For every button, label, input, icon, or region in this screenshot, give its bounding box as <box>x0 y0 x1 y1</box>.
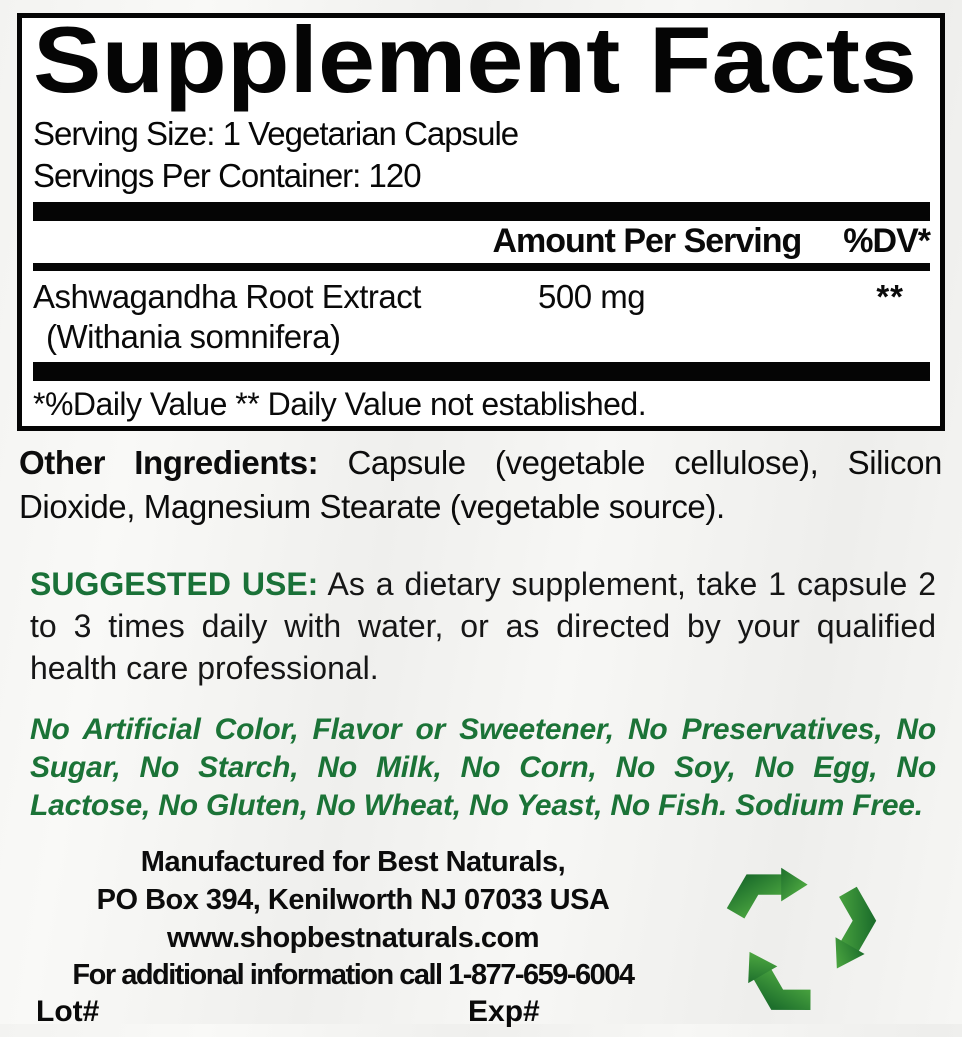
footer <box>0 843 962 1033</box>
exp-label: Exp# <box>468 995 540 1028</box>
amount-per-serving-header: Amount Per Serving <box>492 222 802 260</box>
serving-size-line: Serving Size: 1 Vegetarian Capsule <box>33 115 519 152</box>
nutrient-botanical-name: (Withania somnifera) <box>46 318 341 355</box>
dv-header: %DV* <box>843 222 930 260</box>
nutrient-amount: 500 mg <box>538 278 646 315</box>
table-header-row <box>33 221 930 263</box>
suggested-use <box>30 563 936 689</box>
nutrient-row <box>33 271 930 315</box>
nutrient-name: Ashwagandha Root Extract <box>33 278 421 315</box>
manufacturer-block <box>8 843 698 993</box>
supplement-facts-title-text: Supplement Facts <box>33 21 917 112</box>
lot-label: Lot# <box>36 995 100 1028</box>
manufacturer-line: Manufactured for Best Naturals, <box>140 846 566 878</box>
website-line: www.shopbestnaturals.com <box>166 922 540 954</box>
servings-per-container-line: Servings Per Container: 120 <box>33 157 421 194</box>
phone-line: For additional information call 1-877-659-6004 <box>72 959 634 991</box>
other-ingredients-label: Other Ingredients: <box>19 444 319 481</box>
divider-thick-bottom <box>33 362 930 381</box>
address-line: PO Box 394, Kenilworth NJ 07033 USA <box>96 884 610 916</box>
nutrient-dv: ** <box>876 278 904 315</box>
supplement-label <box>0 13 962 1037</box>
divider-thin <box>33 263 930 271</box>
supplement-facts-panel <box>17 13 945 431</box>
suggested-use-text: As a dietary supplement, take 1 capsule 2 to 3 times daily with water, or as directed by your qualified health care professional. <box>30 566 937 686</box>
recycle-icon <box>714 851 882 1019</box>
other-ingredients-text: Capsule (vegetable cellulose), Silicon Dioxide, Magnesium Stearate (vegetable source). <box>19 444 942 525</box>
suggested-use-label: SUGGESTED USE: <box>30 566 319 602</box>
allergen-claims: No Artificial Color, Flavor or Sweetener, No Preservatives, No Sugar, No Starch, No Milk, No Corn, No Soy, No Egg, No Lactose, No Gluten, No Wheat, No Yeast, No Fish. Sodium Free. <box>30 713 936 822</box>
other-ingredients <box>19 441 942 529</box>
supplement-facts-title <box>33 21 921 113</box>
divider-thick-top <box>33 202 930 221</box>
dv-footnote: *%Daily Value ** Daily Value not established. <box>33 386 647 422</box>
